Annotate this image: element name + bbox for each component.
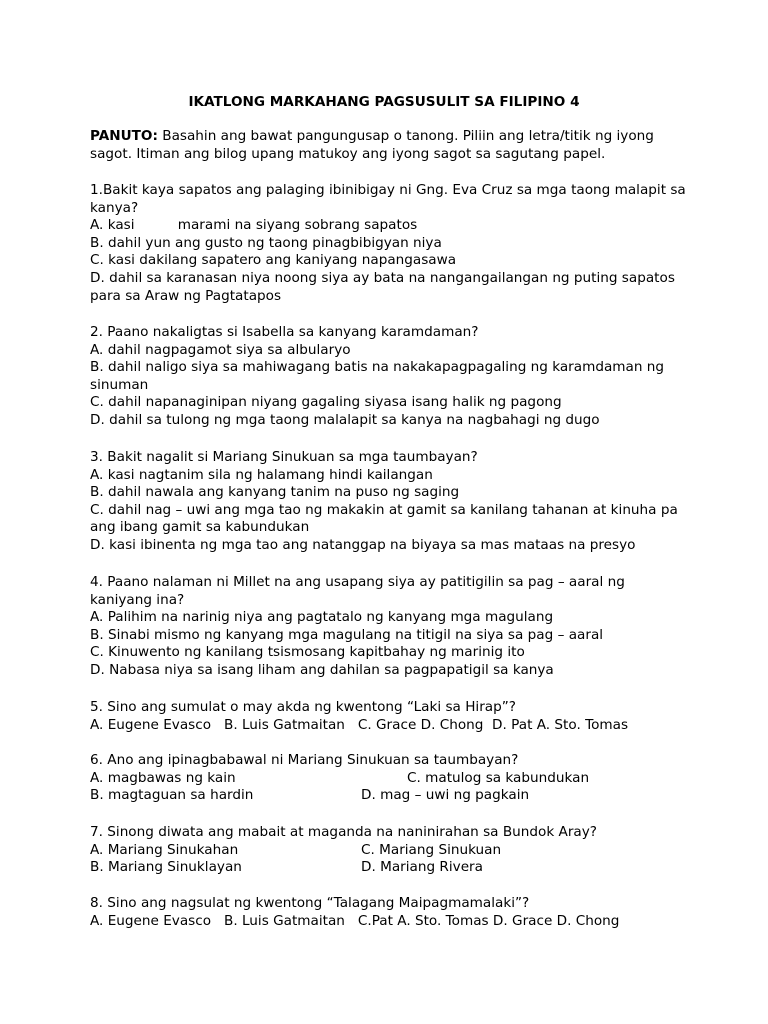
choice-row (90, 770, 690, 788)
choice-row (90, 859, 690, 877)
question-7 (90, 824, 690, 877)
question-6 (90, 752, 690, 805)
choice-a: A. Mariang Sinukahan (90, 841, 239, 858)
choice-c: C. dahil nag – uwi ang mga tao ng makakin at gamit sa kanilang tahanan at kinuha pa ang ibang gamit sa kabundukan (90, 501, 678, 536)
choice-row (90, 787, 690, 805)
instructions-text: Basahin ang bawat pangungusap o tanong. Piliin ang letra/titik ng iyong sagot. Itiman ang bilog upang matukoy ang iyong sagot sa sagutang papel. (90, 128, 654, 162)
choice-b: B. dahil nawala ang kanyang tanim na puso ng saging (90, 484, 460, 501)
choice-d: D. dahil sa karanasan niya noong siya ay bata na nangangailangan ng puting sapatos para sa Araw ng Pagtatapos (90, 269, 675, 304)
choice-d: D. dahil sa tulong ng mga taong malalapit sa kanya na nagbahagi ng dugo (90, 411, 600, 428)
choices-inline: A. Eugene Evasco B. Luis Gatmaitan C.Pat A. Sto. Tomas D. Grace D. Chong (90, 912, 620, 929)
choice-b: B. dahil yun ang gusto ng taong pinagbibigyan niya (90, 234, 442, 251)
question-stem: 1.Bakit kaya sapatos ang palaging ibinibigay ni Gng. Eva Cruz sa mga taong malapit sa kanya? (90, 182, 686, 216)
choice-d: D. mag – uwi ng pagkain (361, 787, 530, 804)
choice-a: A. magbawas ng kain (90, 769, 236, 786)
choice-c: C. Kinuwento ng kanilang tsismosang kapitbahay ng marinig ito (90, 644, 525, 661)
choice-a: A. Palihim na narinig niya ang pagtatalo ng kanyang mga magulang (90, 609, 554, 626)
choice-a: A. kasi marami na siyang sobrang sapatos (90, 217, 418, 234)
choice-b: B. Mariang Sinuklayan (90, 859, 242, 876)
question-3 (90, 449, 690, 555)
choice-b: B. dahil naligo siya sa mahiwagang batis na nakakapagpagaling ng karamdaman ng sinuman (90, 359, 665, 393)
question-2 (90, 324, 690, 430)
question-stem: 5. Sino ang sumulat o may akda ng kwentong “Laki sa Hirap”? (90, 699, 516, 715)
choices-inline: A. Eugene Evasco B. Luis Gatmaitan C. Grace D. Chong D. Pat A. Sto. Tomas (90, 716, 629, 733)
choice-a: A. kasi nagtanim sila ng halamang hindi kailangan (90, 466, 433, 483)
question-stem: 3. Bakit nagalit si Mariang Sinukuan sa mga taumbayan? (90, 449, 478, 465)
question-stem: 6. Ano ang ipinagbabawal ni Mariang Sinukuan sa taumbayan? (90, 752, 519, 768)
choice-b: B. magtaguan sa hardin (90, 787, 254, 804)
question-8 (90, 895, 690, 930)
question-stem: 2. Paano nakaligtas si Isabella sa kanyang karamdaman? (90, 324, 479, 340)
choice-c: C. dahil napanaginipan niyang gagaling siyasa isang halik ng pagong (90, 394, 562, 411)
question-stem: 8. Sino ang nagsulat ng kwentong “Talagang Maipagmamalaki”? (90, 895, 530, 911)
choice-row (90, 842, 690, 860)
instructions-label: PANUTO: (90, 128, 158, 144)
choice-d: D. kasi ibinenta ng mga tao ang natanggap na biyaya sa mas mataas na presyo (90, 536, 636, 553)
choice-c: C. kasi dakilang sapatero ang kaniyang napangasawa (90, 252, 457, 269)
choice-c: C. matulog sa kabundukan (407, 769, 590, 786)
question-1 (90, 182, 690, 305)
question-5 (90, 699, 690, 734)
question-4 (90, 574, 690, 680)
question-stem: 7. Sinong diwata ang mabait at maganda na naninirahan sa Bundok Aray? (90, 824, 597, 840)
choice-d: D. Nabasa niya sa isang liham ang dahilan sa pagpapatigil sa kanya (90, 661, 554, 678)
choice-a: A. dahil nagpagamot siya sa albularyo (90, 341, 351, 358)
exam-title: IKATLONG MARKAHANG PAGSUSULIT SA FILIPINO 4 (188, 94, 580, 110)
choice-c: C. Mariang Sinukuan (361, 841, 502, 858)
choice-d: D. Mariang Rivera (361, 859, 483, 876)
instructions (90, 128, 690, 164)
choice-b: B. Sinabi mismo ng kanyang mga magulang na titigil na siya sa pag – aaral (90, 626, 604, 643)
question-stem: 4. Paano nalaman ni Millet na ang usapang siya ay patitigilin sa pag – aaral ng kaniyang ina? (90, 574, 625, 608)
